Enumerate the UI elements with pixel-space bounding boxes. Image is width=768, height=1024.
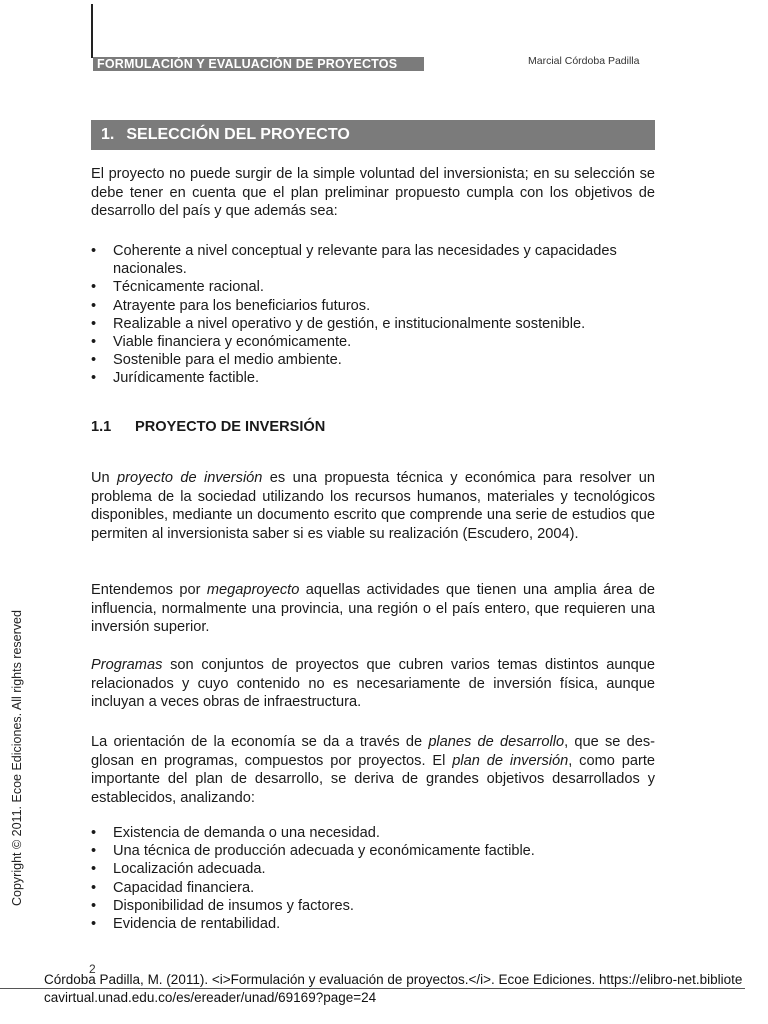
citation-footer: Córdoba Padilla, M. (2011). <i>Formulación y evaluación de proyectos.</i>. Ecoe Ediciones. https://elibro-net.bibliotecavirtual.unad.edu.co/es/ereader/unad/69169?page=24	[44, 972, 743, 1005]
section-heading	[91, 120, 655, 150]
italic-term: Programas	[91, 657, 163, 673]
bullet: •	[91, 843, 97, 860]
list-item: • Técnicamente racional.	[91, 279, 264, 296]
italic-term: proyecto de inversión	[117, 470, 263, 486]
criteria-list	[91, 242, 655, 388]
bullet: •	[91, 297, 97, 314]
analysis-list	[91, 824, 655, 933]
subsection-number: 1.1	[91, 419, 112, 435]
list-item: • Sostenible para el medio ambiente.	[91, 352, 342, 369]
list-item: • Capacidad financiera.	[91, 879, 255, 896]
page-number: 2	[89, 962, 96, 976]
paragraph-proyecto-inversion: Un proyecto de inversión es una propuesta técnica y económica para resolver un problema de la sociedad utilizando los recursos humanos, materiales y tecnológicos disponibles, mediante un documento escrito que comprende una serie de estudios que permiten al inversionista saber si es viable su realización (Escudero, 2004).	[91, 470, 655, 542]
list-item: • Disponibilidad de insumos y factores.	[91, 897, 354, 914]
bullet: •	[91, 315, 97, 332]
running-header-author: Marcial Córdoba Padilla	[528, 55, 640, 67]
section-title: SELECCIÓN DEL PROYECTO	[126, 126, 350, 143]
list-item: • Evidencia de rentabilidad.	[91, 916, 281, 933]
list-item: • Existencia de demanda o una necesidad.	[91, 825, 380, 841]
list-item: • Localización adecuada.	[91, 861, 266, 878]
bullet: •	[91, 334, 97, 351]
list-item: • Coherente a nivel conceptual y relevante para las necesidades y capacidades nacionales.	[91, 243, 617, 278]
subsection-heading	[91, 418, 325, 436]
list-item: • Realizable a nivel operativo y de gestión, e institucionalmente sostenible.	[91, 315, 586, 332]
bullet: •	[91, 879, 97, 896]
bullet: •	[91, 916, 97, 933]
bullet: •	[91, 279, 97, 296]
bullet: •	[91, 243, 97, 259]
italic-term: plan de inversión	[452, 752, 569, 769]
list-item: • Viable financiera y económicamente.	[91, 334, 352, 351]
bullet: •	[91, 861, 97, 878]
paragraph-orientacion: La orientación de la economía se da a través de planes de desarrollo, que se desglosan en programas, compuestos por proyectos. El plan de inversión, como parte importante del plan de desarrollo, se deriva de grandes objetivos desarrollados y establecidos, analizando:	[91, 734, 655, 806]
copyright-notice: Copyright © 2011. Ecoe Ediciones. All rights reserved	[10, 610, 24, 906]
list-item: • Una técnica de producción adecuada y económicamente factible.	[91, 843, 535, 860]
intro-paragraph: El proyecto no puede surgir de la simple voluntad del inversionista; en su selección se debe tener en cuenta que el plan preliminar propuesto cumpla con los objetivos de desarrollo del país y que además sea:	[91, 166, 655, 220]
bullet: •	[91, 352, 97, 369]
list-item: • Atrayente para los beneficiarios futuros.	[91, 297, 371, 314]
list-item: • Jurídicamente factible.	[91, 370, 260, 387]
italic-term: planes de desarrollo	[428, 734, 565, 750]
bullet: •	[91, 370, 97, 387]
section-number: 1.	[101, 126, 115, 143]
subsection-title: PROYECTO DE INVERSIÓN	[135, 419, 326, 435]
running-header-title: FORMULACIÓN Y EVALUACIÓN DE PROYECTOS	[93, 57, 424, 71]
header-rule	[91, 4, 93, 58]
paragraph-programas: Programas son conjuntos de proyectos que cubren varios temas distintos aunque relacionados y cuyo contenido no es necesariamente de inversión física, aunque incluyan a veces obras de infraestructura.	[91, 657, 655, 711]
italic-term: megaproyecto	[206, 582, 300, 598]
bullet: •	[91, 825, 97, 841]
bullet: •	[91, 897, 97, 914]
paragraph-megaproyecto: Entendemos por megaproyecto aquellas actividades que tienen una amplia área de influencia, normalmente una provincia, una región o el país entero, que requieren una inversión superior.	[91, 582, 655, 636]
